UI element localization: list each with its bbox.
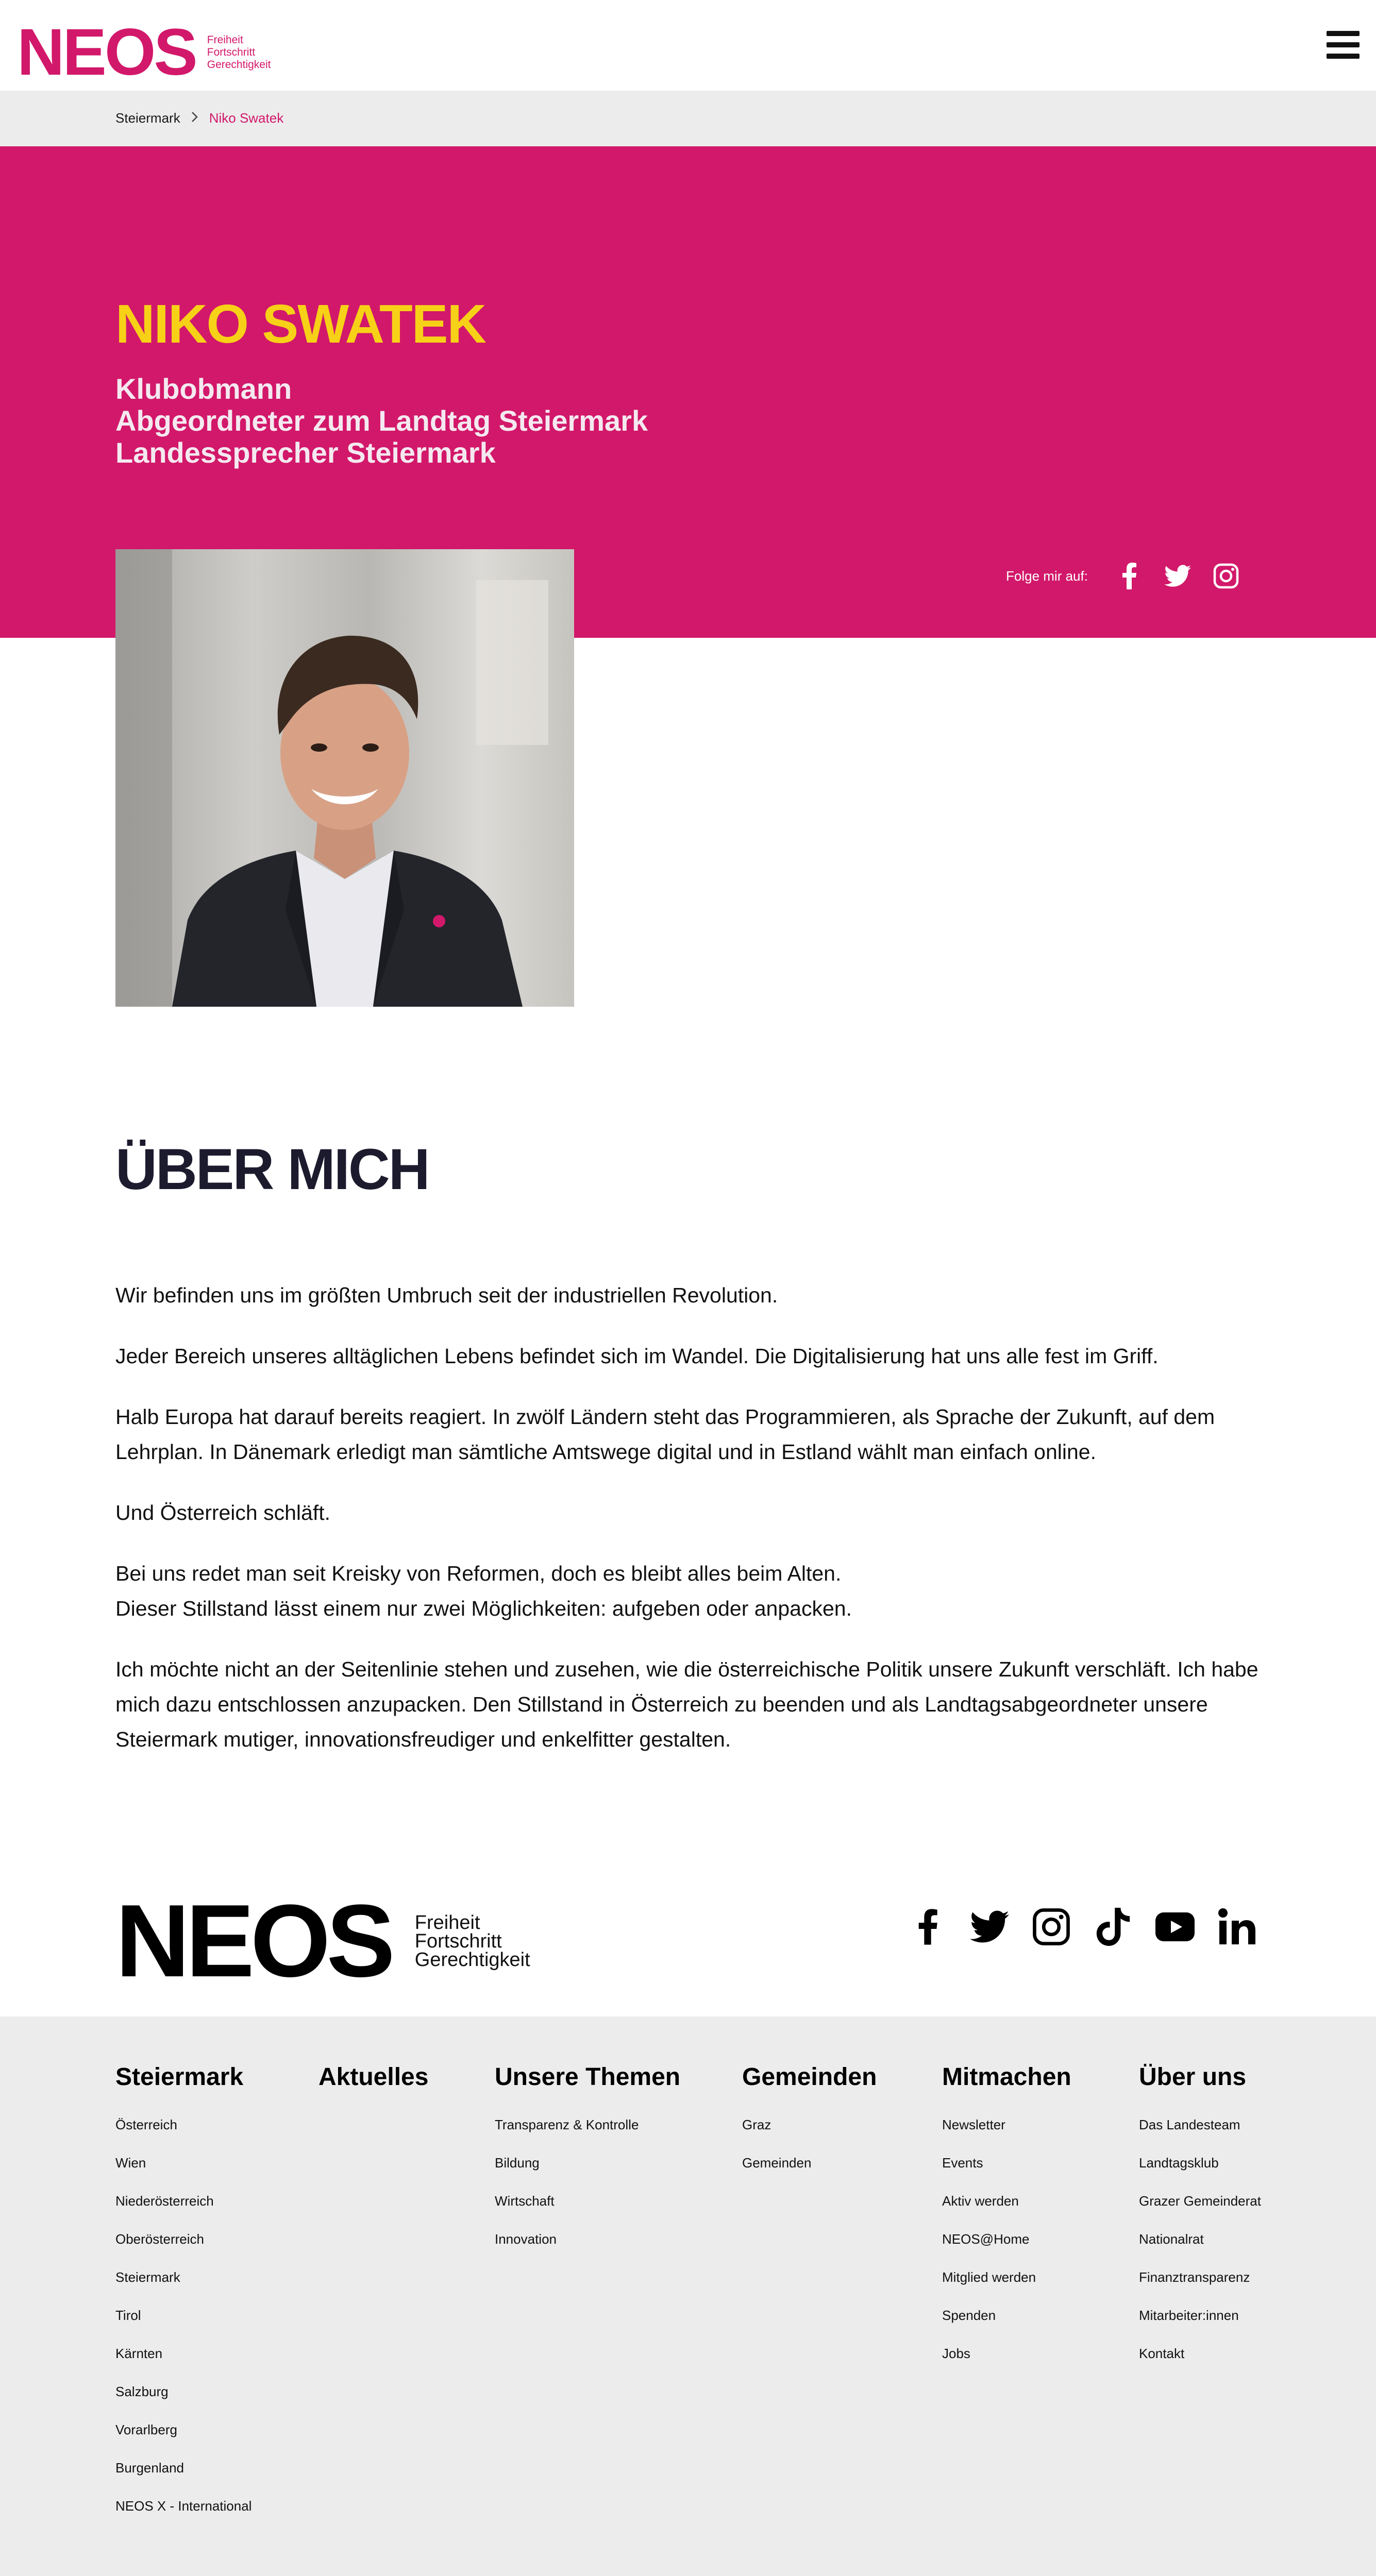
footer-link[interactable]: Burgenland [115, 2460, 184, 2476]
tiktok-icon[interactable] [1093, 1906, 1134, 1947]
footer-link[interactable]: Finanztransparenz [1139, 2269, 1250, 2285]
footer-link[interactable]: Steiermark [115, 2269, 180, 2285]
footer-link[interactable]: Österreich [115, 2116, 177, 2132]
role-line: Klubobmann [115, 372, 292, 405]
footer-link[interactable]: Gemeinden [742, 2155, 812, 2171]
footer-nav [0, 2016, 1376, 2576]
footer-link[interactable]: Landtagsklub [1139, 2155, 1219, 2171]
site-header [0, 0, 1376, 91]
footer-link[interactable]: NEOS@Home [942, 2231, 1030, 2247]
about-paragraph: Jeder Bereich unseres alltäglichen Lebens befindet sich im Wandel. Die Digitalisierung hat uns alle fest im Griff. [115, 1344, 1159, 1368]
footer-link[interactable]: Graz [742, 2116, 771, 2132]
twitter-icon[interactable] [1164, 563, 1191, 589]
breadcrumb-current: Niko Swatek [209, 110, 284, 126]
about-text [115, 1278, 1261, 1783]
breadcrumb [115, 110, 283, 126]
footer-social [907, 1906, 1278, 1947]
portrait-photo [115, 549, 574, 1007]
tagline-line: Gerechtigkeit [207, 59, 271, 71]
footer-col-title[interactable]: Unsere Themen [495, 2063, 681, 2091]
role-line: Abgeordneter zum Landtag Steiermark [115, 404, 648, 437]
about-title: ÜBER MICH [115, 1137, 429, 1201]
footer-link[interactable]: Tirol [115, 2307, 141, 2323]
footer-link[interactable]: Aktiv werden [942, 2193, 1019, 2209]
about-line: Bei uns redet man seit Kreisky von Reformen, doch es bleibt alles beim Alten. [115, 1562, 842, 1585]
facebook-icon[interactable] [907, 1906, 948, 1947]
youtube-icon[interactable] [1154, 1906, 1196, 1947]
person-name: NIKO SWATEK [115, 294, 486, 354]
instagram-icon[interactable] [1031, 1906, 1072, 1947]
footer-col-steiermark [115, 2064, 251, 2525]
footer-link[interactable]: Bildung [495, 2155, 540, 2171]
footer-col-themen [495, 2064, 680, 2258]
logo-tagline [207, 34, 271, 71]
chevron-right-icon [191, 110, 199, 126]
footer-link[interactable]: Mitglied werden [942, 2269, 1036, 2285]
about-paragraph: Halb Europa hat darauf bereits reagiert. In zwölf Ländern steht das Programmieren, als Sprache der Zukunft, auf dem Lehrplan. In Dänemark erledigt man sämtliche Amtswege digital und in Estland wählt man einfach online. [115, 1405, 1215, 1464]
footer-link[interactable]: Newsletter [942, 2116, 1005, 2132]
about-paragraph: Und Österreich schläft. [115, 1501, 330, 1524]
footer-link[interactable]: Innovation [495, 2231, 557, 2247]
hamburger-icon[interactable] [1327, 31, 1360, 59]
footer-link[interactable]: Vorarlberg [115, 2421, 177, 2437]
follow-label: Folge mir auf: [1006, 568, 1088, 584]
about-paragraph: Wir befinden uns im größten Umbruch seit der industriellen Revolution. [115, 1283, 778, 1307]
menu-bar [1327, 31, 1360, 36]
footer-link[interactable]: Kärnten [115, 2345, 163, 2361]
tagline-line: Fortschritt [207, 46, 256, 58]
footer-tagline [415, 1913, 530, 1969]
footer-link[interactable]: Events [942, 2155, 983, 2171]
about-paragraph: Ich möchte nicht an der Seitenlinie stehen und zusehen, wie die österreichische Politik unsere Zukunft verschläft. Ich habe mich dazu entschlossen anzupacken. Den Stillstand in Österreich zu beenden und als Landtagsabgeordneter unsere Steiermark mutiger, innovationsfreudiger und enkelfitter gestalten. [115, 1657, 1258, 1751]
footer-col-mitmachen [942, 2064, 1071, 2372]
breadcrumb-parent-link[interactable]: Steiermark [115, 110, 180, 126]
role-line: Landessprecher Steiermark [115, 436, 496, 469]
person-roles [115, 373, 648, 469]
breadcrumb-bar [0, 91, 1376, 146]
tagline-line: Fortschritt [414, 1930, 502, 1952]
about-paragraph-group [115, 1556, 1261, 1626]
footer-link[interactable]: Jobs [942, 2345, 970, 2361]
footer-link[interactable]: Mitarbeiter:innen [1139, 2307, 1239, 2323]
footer-col-title[interactable]: Gemeinden [742, 2063, 877, 2091]
footer-col-title[interactable]: Mitmachen [942, 2063, 1071, 2091]
footer-link[interactable]: Oberösterreich [115, 2231, 204, 2247]
footer-link[interactable]: Niederösterreich [115, 2193, 214, 2209]
footer-link[interactable]: Wien [115, 2155, 146, 2171]
footer-link[interactable]: NEOS X - International [115, 2498, 252, 2514]
footer-col-title[interactable]: Über uns [1139, 2063, 1247, 2091]
follow-social [1006, 563, 1261, 589]
tagline-line: Gerechtigkeit [414, 1949, 530, 1971]
footer-link[interactable]: Transparenz & Kontrolle [495, 2116, 639, 2132]
footer-logo-wordmark: NEOS [115, 1884, 391, 1998]
tagline-line: Freiheit [207, 34, 243, 46]
footer-col-title[interactable]: Steiermark [115, 2063, 244, 2091]
footer-link[interactable]: Wirtschaft [495, 2193, 555, 2209]
logo-wordmark: NEOS [17, 15, 196, 89]
footer-link[interactable]: Spenden [942, 2307, 996, 2323]
about-line: Dieser Stillstand lässt einem nur zwei Möglichkeiten: aufgeben oder anpacken. [115, 1597, 852, 1620]
tagline-line: Freiheit [414, 1912, 480, 1934]
twitter-icon[interactable] [969, 1906, 1010, 1947]
footer-link[interactable]: Nationalrat [1139, 2231, 1204, 2247]
footer-col-title[interactable]: Aktuelles [318, 2063, 429, 2091]
menu-bar [1327, 54, 1360, 59]
instagram-icon[interactable] [1213, 563, 1239, 589]
linkedin-icon[interactable] [1216, 1906, 1257, 1947]
footer-link[interactable]: Das Landesteam [1139, 2116, 1240, 2132]
footer-logo[interactable] [115, 1884, 530, 1998]
footer-link[interactable]: Kontakt [1139, 2345, 1185, 2361]
menu-bar [1327, 42, 1360, 47]
footer-link[interactable]: Salzburg [115, 2383, 169, 2399]
facebook-icon[interactable] [1116, 563, 1143, 589]
footer-col-ueber-uns [1139, 2064, 1261, 2372]
footer-link[interactable]: Grazer Gemeinderat [1139, 2193, 1261, 2209]
footer-col-gemeinden [742, 2064, 877, 2182]
footer-col-aktuelles [318, 2064, 428, 2106]
neos-logo[interactable] [17, 15, 271, 89]
